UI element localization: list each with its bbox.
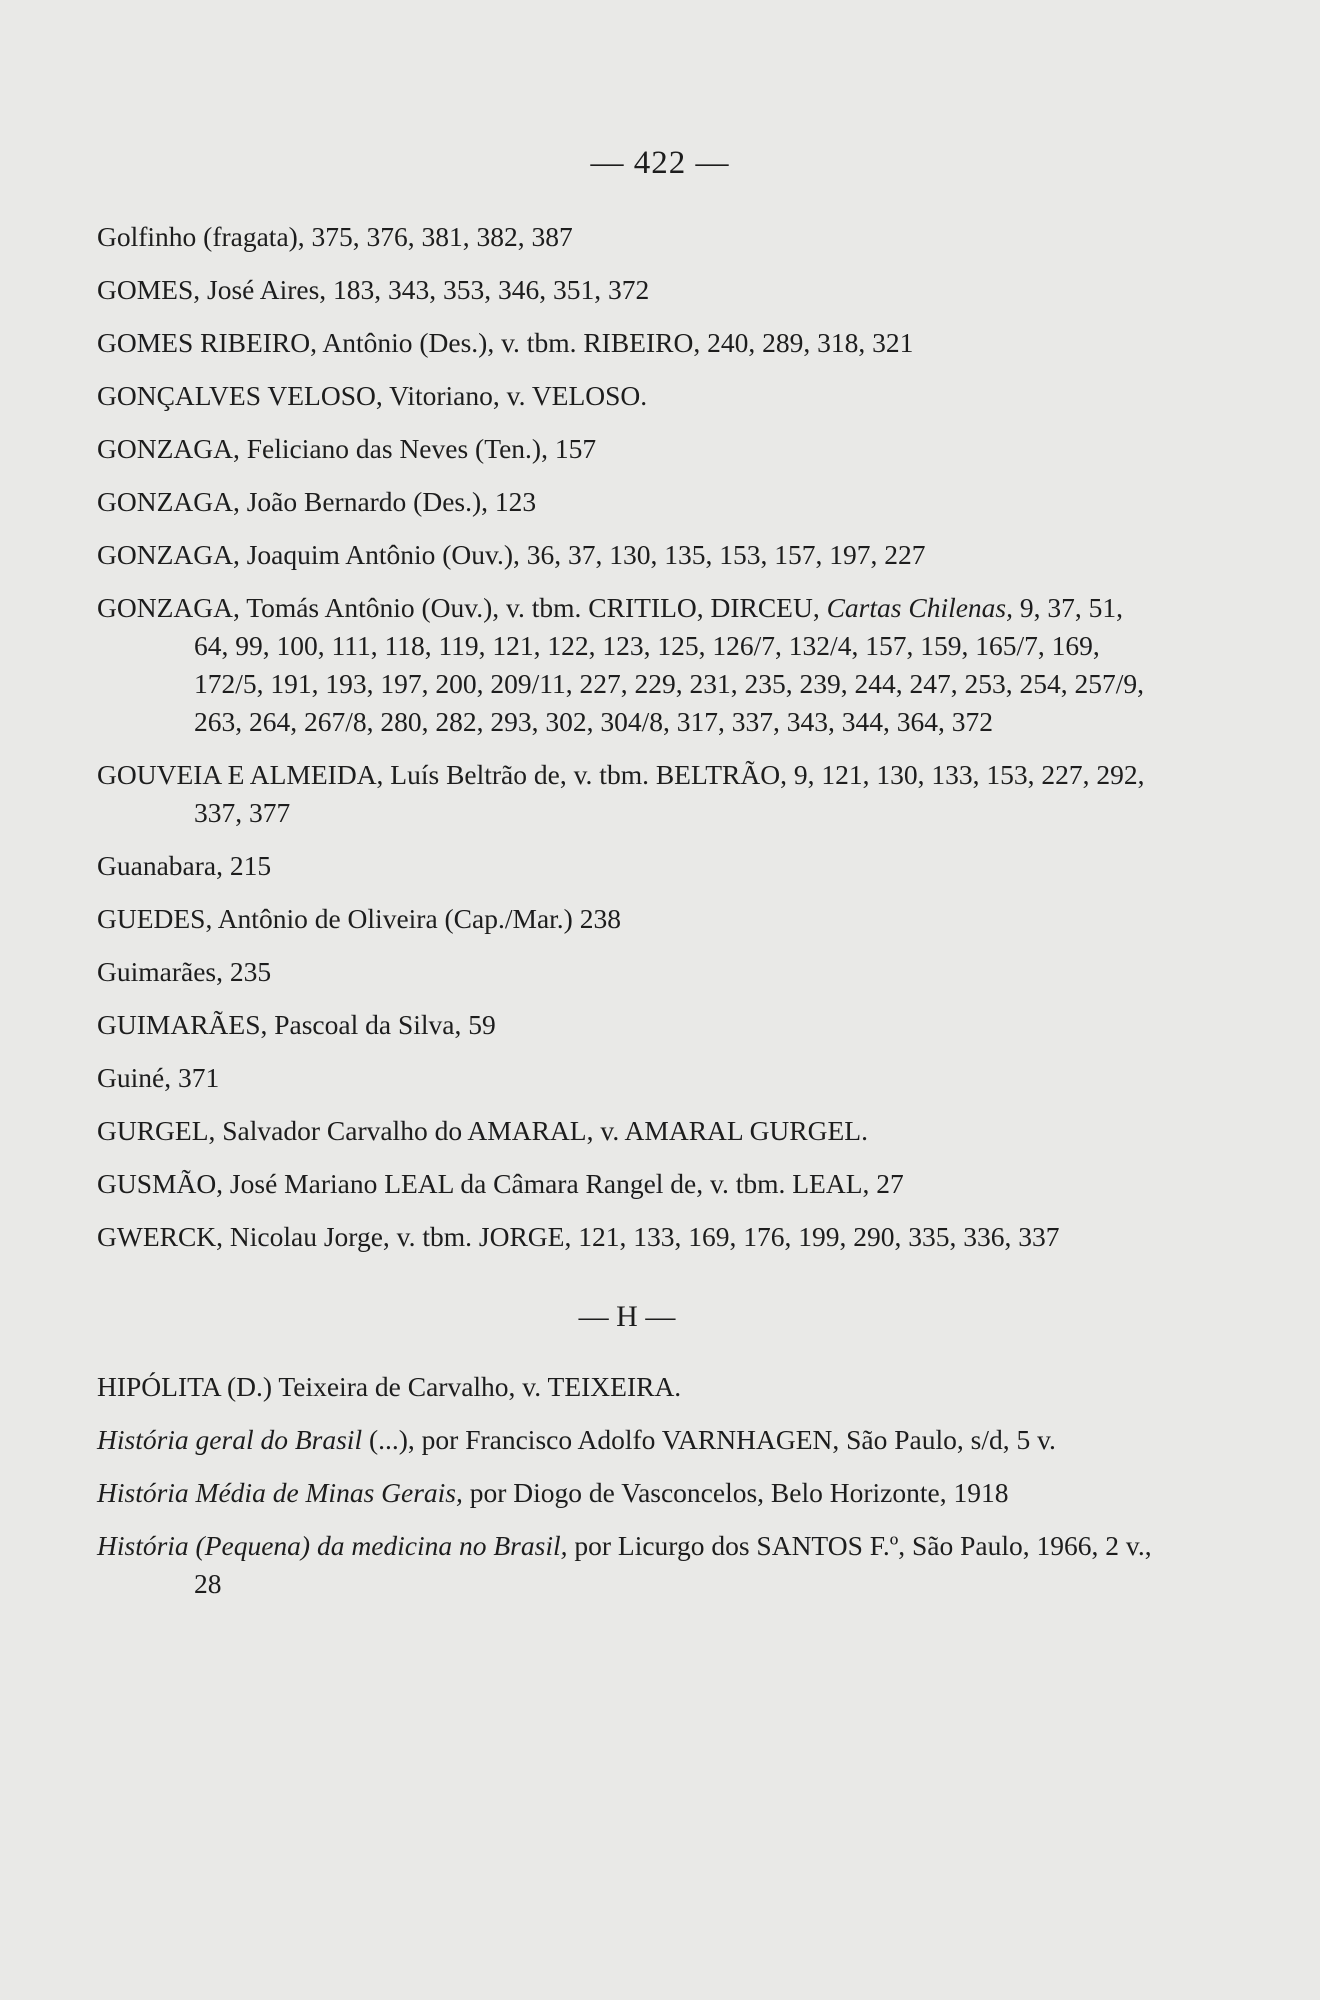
index-entry: Guanabara, 215 — [97, 850, 272, 881]
index-entry: GONZAGA, Joaquim Antônio (Ouv.), 36, 37, 130, 135, 153, 157, 197, 227 — [97, 539, 926, 570]
index-entry: GUIMARÃES, Pascoal da Silva, 59 — [97, 1009, 496, 1040]
index-entry: GOMES RIBEIRO, Antônio (Des.), v. tbm. RIBEIRO, 240, 289, 318, 321 — [97, 327, 914, 358]
index-entry: História Média de Minas Gerais, por Diogo de Vasconcelos, Belo Horizonte, 1918 — [97, 1477, 1009, 1508]
index-entry: Guiné, 371 — [97, 1062, 220, 1093]
index-entry: Guimarães, 235 — [97, 956, 272, 987]
index-entry: História (Pequena) da medicina no Brasil, por Licurgo dos SANTOS F.º, São Paulo, 1966, 2 v., 28 — [97, 1530, 1152, 1599]
index-entry: História geral do Brasil (...), por Francisco Adolfo VARNHAGEN, São Paulo, s/d, 5 v. — [97, 1424, 1056, 1455]
index-entry: GWERCK, Nicolau Jorge, v. tbm. JORGE, 121, 133, 169, 176, 199, 290, 335, 336, 337 — [97, 1221, 1060, 1252]
index-entry: HIPÓLITA (D.) Teixeira de Carvalho, v. TEIXEIRA. — [97, 1371, 682, 1402]
index-entries — [97, 218, 1157, 1618]
section-heading-h: — H — — [578, 1300, 676, 1333]
index-entry: GONZAGA, Tomás Antônio (Ouv.), v. tbm. CRITILO, DIRCEU, Cartas Chilenas, 9, 37, 51, 64, 99, 100, 111, 118, 119, 121, 122, 123, 125, 126/7, 132/4, 157, 159, 165/7, 169, 172/5, 191, 193, 197, 200, 209/11, 227, 229, 231, 235, 239, 244, 247, 253, 254, 257/9, 263, 264, 267/8, 280, 282, 293, 302, 304/8, 317, 337, 343, 344, 364, 372 — [97, 592, 1145, 737]
section-h-entries — [97, 1368, 1157, 1603]
index-entry: GUEDES, Antônio de Oliveira (Cap./Mar.) 238 — [97, 903, 621, 934]
index-entry: GOUVEIA E ALMEIDA, Luís Beltrão de, v. tbm. BELTRÃO, 9, 121, 130, 133, 153, 227, 292, 337, 377 — [97, 759, 1145, 828]
index-entry: GONZAGA, Feliciano das Neves (Ten.), 157 — [97, 433, 597, 464]
section-g-entries — [97, 218, 1157, 1256]
index-entry: GOMES, José Aires, 183, 343, 353, 346, 351, 372 — [97, 274, 650, 305]
index-entry: Golfinho (fragata), 375, 376, 381, 382, 387 — [97, 221, 573, 252]
index-entry: GONZAGA, João Bernardo (Des.), 123 — [97, 486, 537, 517]
index-entry: GUSMÃO, José Mariano LEAL da Câmara Rangel de, v. tbm. LEAL, 27 — [97, 1168, 904, 1199]
index-entry: GURGEL, Salvador Carvalho do AMARAL, v. AMARAL GURGEL. — [97, 1115, 868, 1146]
page-number: — 422 — — [590, 145, 730, 181]
index-entry: GONÇALVES VELOSO, Vitoriano, v. VELOSO. — [97, 380, 648, 411]
